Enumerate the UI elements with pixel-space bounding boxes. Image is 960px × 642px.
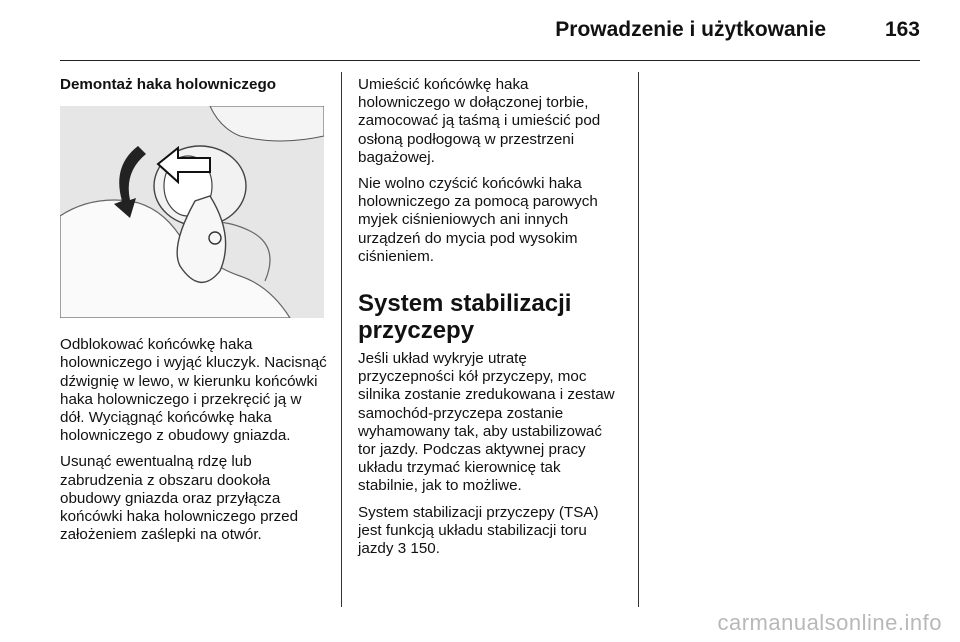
column-divider [638,72,639,607]
trailer-stability-paragraph: Jeśli układ wykryje utratę przyczepności kół przyczepy, moc silnika zostanie zredukowana i zestaw samochód-przyczepa zostanie wyhamowany tak, aby ustabilizować tor jazdy. Podczas aktywnej pracy układu trzymać kierownicę tak stabilnie, jak to możliwe. [358,350,615,495]
tow-hook-removal-heading: Demontaż haka holowniczego [60,76,277,93]
left-paragraph-1: Odblokować końcówkę haka holowniczego i wyjąć kluczyk. Nacisnąć dźwignię w lewo, w kierunku końcówki haka holowniczego i przekręcić ją w dół. Wyciągnąć końcówkę haka holowniczego z obudowy gniazda. [60,336,327,445]
left-paragraph-2: Usunąć ewentualną rdzę lub zabrudzenia z obszaru dookoła obudowy gniazda oraz przyłącza końcówki haka holowniczego przed założeniem zaślepki na otwór. [60,453,299,544]
reference-page-link[interactable]: 150. [410,540,440,558]
footer-watermark: carmanualsonline.info [717,610,942,635]
right-paragraph-2: Nie wolno czyścić końcówki haka holowniczego za pomocą parowych myjek ciśnieniowych ani innych urządzeń do mycia pod wysokim ciśnieniem. [358,175,598,265]
left-column [60,76,328,552]
page-number: 163 [884,18,920,41]
trailer-stability-heading: System stabilizacji przyczepy [358,290,572,345]
right-column [358,76,622,566]
reference-text: System stabilizacji przyczepy (TSA) jest funkcją układu stabilizacji toru jazdy [358,503,599,558]
column-divider [341,72,342,607]
page-reference-arrow-icon: 3 [397,540,407,558]
page-header [60,0,920,61]
header-title: Prowadzenie i użytkowanie [555,18,826,41]
tow-hook-removal-illustration [60,106,324,318]
right-paragraph-1: Umieścić końcówkę haka holowniczego w dołączonej torbie, zamocować ją taśmą i umieścić pod osłoną podłogową w przestrzeni bagażowej. [358,76,601,166]
trailer-stability-reference [358,504,622,559]
